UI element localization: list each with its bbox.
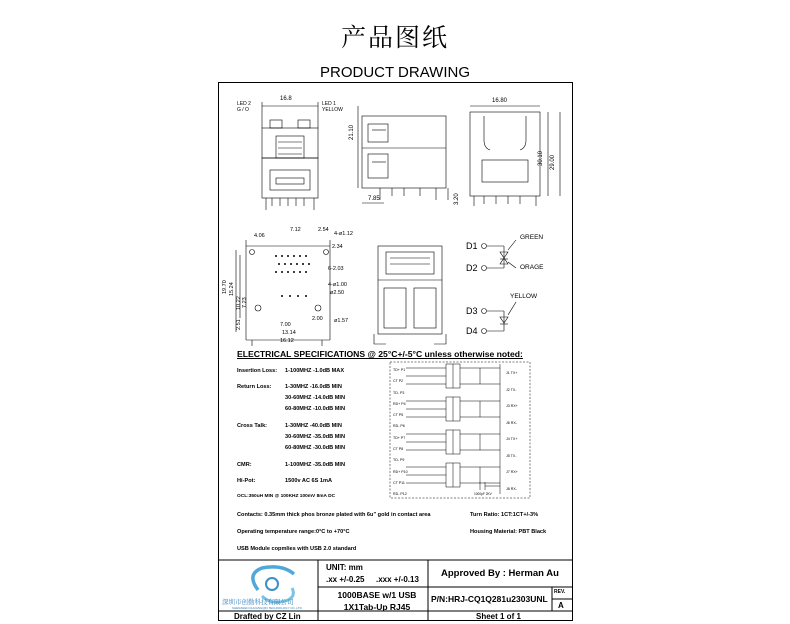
- front-view: [262, 102, 318, 210]
- spec-ocl: OCL:350uH MIN @ 100KHZ 100mV 8mA DC: [237, 494, 336, 499]
- tb-tol-xx: .xx +/-0.25: [326, 575, 365, 584]
- pin-label: TD+ P7: [393, 435, 406, 440]
- spec-return-label: Return Loss:: [237, 384, 272, 390]
- pcb-dim-203: 6-2.03: [328, 266, 344, 272]
- spec-cross-2: 30-60MHZ -35.0dB MIN: [285, 434, 345, 440]
- led-d2-label: D2: [466, 263, 478, 273]
- pin-label: CT P2: [393, 379, 404, 384]
- tb-rev-label: REV.: [554, 589, 566, 595]
- pcb-dim-254: 2.54: [318, 227, 329, 233]
- pcb-dim-1970: 19.70: [222, 280, 228, 294]
- pin-label: J2 TX-: [506, 387, 517, 392]
- tb-drafted: Drafted by CZ Lin: [234, 612, 301, 621]
- pcb-dim-1612: 16.12: [280, 338, 294, 344]
- tb-sheet: Sheet 1 of 1: [476, 612, 521, 621]
- pin-label: J1 TX+: [506, 371, 518, 375]
- led-orange-label: ORAGE: [520, 264, 544, 271]
- page-title-cn: 产品图纸: [340, 23, 449, 52]
- side-depth-dim: 7.85: [368, 196, 380, 202]
- pin-label: CT P5: [393, 413, 404, 418]
- led-schematic: [482, 240, 517, 334]
- led1-color-text: YELLOW: [322, 107, 343, 113]
- pin-label: RD- P12: [393, 492, 407, 497]
- pcb-holes: [275, 255, 310, 297]
- led2-label: [237, 101, 251, 113]
- pin-label: J8 RX-: [506, 486, 517, 491]
- pcb-dim-112: 4-ø1.12: [334, 231, 353, 237]
- pcb-dim-234: 2.34: [332, 244, 343, 250]
- spec-operating: Operating temperature range:0°C to +70°C: [237, 529, 350, 535]
- pin-label: J4 TX+: [506, 437, 518, 441]
- pcb-dim-200: 2.00: [312, 316, 323, 322]
- spec-cross-label: Cross Talk:: [237, 423, 268, 429]
- rear-h1-dim: 30.10: [538, 150, 544, 166]
- led-yellow-label: YELLOW: [510, 293, 538, 300]
- front-width-dim: 16.8: [280, 96, 292, 102]
- spec-insertion-value: 1-100MHZ -1.0dB MAX: [285, 368, 345, 374]
- spec-return-2: 30-60MHZ -14.0dB MIN: [285, 395, 345, 401]
- side-view: [358, 106, 448, 203]
- page-title-en: PRODUCT DRAWING: [320, 64, 470, 81]
- schematic-left-pins: [393, 365, 408, 501]
- led-d1-label: D1: [466, 241, 478, 251]
- pin-label: RD- P6: [393, 424, 405, 429]
- pin-label: J6 RX-: [506, 420, 517, 425]
- led2-color-text: G / O: [237, 107, 249, 113]
- spec-cmr-value: 1-100MHZ -35.0dB MIN: [285, 462, 345, 468]
- led1-text: LED 1: [322, 101, 336, 107]
- spec-insertion-label: Insertion Loss:: [237, 368, 278, 374]
- spec-housing: Housing Material: PBT Black: [470, 529, 547, 535]
- pin-label: RD+ P10: [393, 469, 408, 474]
- led2-text: LED 2: [237, 101, 251, 107]
- tb-product2: 1X1Tab-Up RJ45: [343, 602, 411, 612]
- spec-cmr-label: CMR:: [237, 462, 252, 468]
- tb-unit: UNIT: mm: [326, 563, 363, 572]
- spec-usb: USB Module copmlies with USB 2.0 standard: [237, 546, 357, 552]
- pin-label: TD+ P1: [393, 368, 406, 372]
- spec-contacts: Contacts: 0.35mm thick phos bronze plated with 6u" gold in contact area: [237, 512, 431, 518]
- specs-heading: ELECTRICAL SPECIFICATIONS @ 25°C+/-5°C unless otherwise noted:: [237, 349, 523, 359]
- pcb-dim-251: 2.51: [236, 319, 242, 330]
- spec-cross-1: 1-30MHZ -40.0dB MIN: [285, 423, 342, 429]
- led-green-label: GREEN: [520, 234, 544, 241]
- spec-return-3: 60-80MHZ -10.0dB MIN: [285, 406, 345, 412]
- tb-company-en: SHENZHEN CHUANGQIN TECHNOLOGY CO.,LTD: [232, 606, 302, 610]
- tb-tol-xxx: .xxx +/-0.13: [376, 575, 419, 584]
- pcb-dim-712: 7.12: [290, 227, 301, 233]
- led-d3-label: D3: [466, 306, 478, 316]
- tb-rev: A: [558, 601, 564, 610]
- pcb-dim-100: 4-ø1.00: [328, 282, 347, 288]
- schematic-cap-label: 1000pF 2KV: [474, 492, 492, 496]
- pin-label: J3 RX+: [506, 404, 518, 408]
- pin-label: TD- P9: [393, 458, 405, 463]
- pcb-dim-406: 4.06: [254, 233, 265, 239]
- led-d4-label: D4: [466, 326, 478, 336]
- spec-hipot-value: 1500v AC 6S 1mA: [285, 478, 333, 484]
- rear-view: [470, 106, 560, 206]
- pcb-dim-250: ø2.50: [330, 290, 345, 296]
- rear-h2-dim: 29.00: [550, 154, 556, 170]
- rear-width-dim: 16.80: [492, 98, 508, 104]
- pin-label: J5 TX-: [506, 453, 517, 458]
- side-pin-dim: 3.20: [454, 193, 460, 205]
- pin-label: J7 RX+: [506, 470, 518, 474]
- led1-label: [322, 101, 343, 113]
- pcb-dim-157: ø1.57: [334, 318, 349, 324]
- pin-label: RD+ P4: [393, 401, 406, 406]
- spec-cross-3: 60-80MHZ -30.0dB MIN: [285, 445, 345, 451]
- spec-turn-ratio: Turn Ratio: 1CT:1CT+/-3%: [470, 512, 539, 518]
- pcb-dim-1022: 10.22: [236, 296, 242, 310]
- pcb-dim-1314: 13.14: [282, 330, 296, 336]
- tb-product: 1000BASE w/1 USB: [337, 590, 417, 600]
- pcb-dim-723: 7.23: [242, 297, 248, 308]
- schematic-right-pins: [506, 365, 518, 497]
- bottom-view: [374, 246, 446, 344]
- spec-return-1: 1-30MHZ -16.0dB MIN: [285, 384, 342, 390]
- tb-company-cn: 深圳市创勤科技有限公司: [222, 598, 294, 606]
- pcb-dim-700: 7.00: [280, 322, 291, 328]
- pin-label: TD- P3: [393, 390, 405, 395]
- pcb-dim-1524: 15.24: [229, 282, 235, 296]
- side-height-dim: 21.10: [349, 124, 355, 140]
- pin-label: CT P8: [393, 447, 404, 452]
- spec-hipot-label: Hi-Pot:: [237, 478, 256, 484]
- tb-approved: Approved By : Herman Au: [441, 568, 559, 579]
- pin-label: CT P11: [393, 480, 405, 485]
- tb-pn: P/N:HRJ-CQ1Q281u2303UNL: [431, 594, 548, 604]
